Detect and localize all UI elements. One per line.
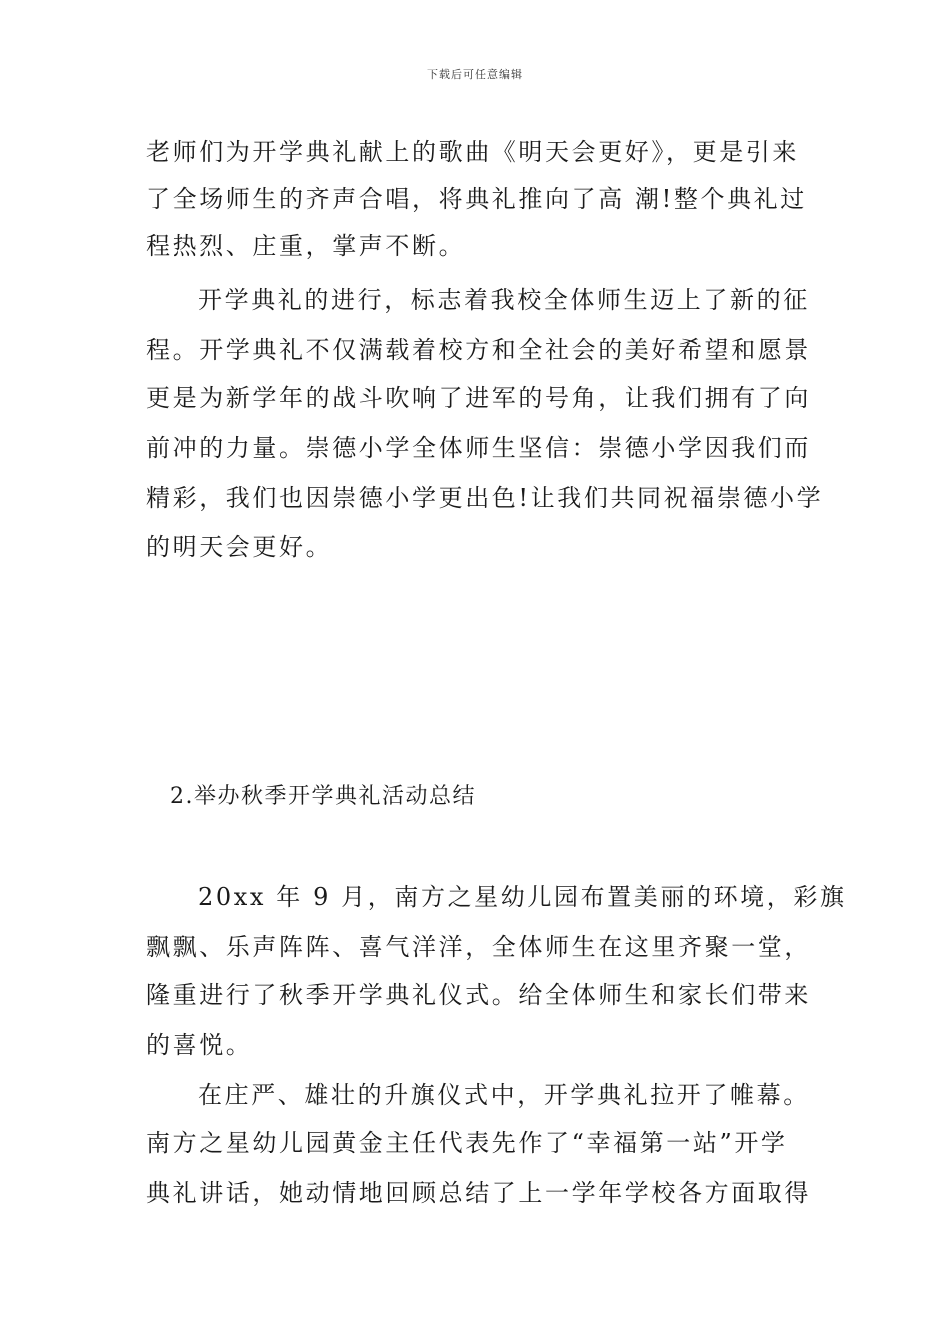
section-heading: 2.举办秋季开学典礼活动总结 bbox=[170, 784, 476, 809]
paragraph-line: 的明天会更好。 bbox=[146, 533, 333, 561]
paragraph-line: 隆重进行了秋季开学典礼仪式。给全体师生和家长们带来 bbox=[146, 981, 811, 1009]
paragraph-line: 典礼讲话，她动情地回顾总结了上一学年学校各方面取得 bbox=[146, 1179, 811, 1207]
paragraph-line: 精彩，我们也因崇德小学更出色!让我们共同祝福崇德小学 bbox=[146, 484, 824, 512]
paragraph-line: 飘飘、乐声阵阵、喜气洋洋，全体师生在这里齐聚一堂， bbox=[146, 933, 811, 961]
paragraph-line: 前冲的力量。崇德小学全体师生坚信：崇德小学因我们而 bbox=[146, 434, 811, 462]
paragraph-line: 程。开学典礼不仅满载着校方和全社会的美好希望和愿景 bbox=[146, 336, 811, 364]
paragraph-line: 更是为新学年的战斗吹响了进军的号角，让我们拥有了向 bbox=[146, 384, 811, 412]
page-header: 下载后可任意编辑 bbox=[427, 68, 523, 81]
paragraph-line: 程热烈、庄重，掌声不断。 bbox=[146, 232, 466, 260]
paragraph-line: 老师们为开学典礼献上的歌曲《明天会更好》，更是引来 bbox=[146, 138, 799, 166]
paragraph-line: 开学典礼的进行，标志着我校全体师生迈上了新的征 bbox=[198, 286, 810, 314]
paragraph-line: 在庄严、雄壮的升旗仪式中，开学典礼拉开了帷幕。 bbox=[198, 1081, 810, 1109]
paragraph-line: 了全场师生的齐声合唱，将典礼推向了高 潮!整个典礼过 bbox=[146, 185, 807, 213]
paragraph-line: 20xx 年 9 月，南方之星幼儿园布置美丽的环境，彩旗 bbox=[198, 883, 847, 911]
paragraph-line: 的喜悦。 bbox=[146, 1031, 253, 1059]
paragraph-line: 南方之星幼儿园黄金主任代表先作了“幸福第一站”开学 bbox=[146, 1129, 788, 1157]
